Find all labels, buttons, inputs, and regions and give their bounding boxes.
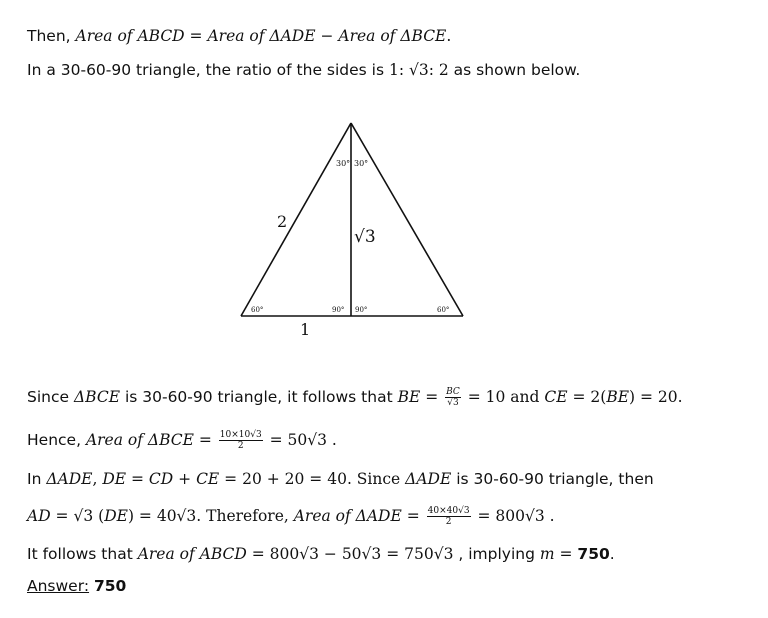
math: = bbox=[401, 507, 425, 525]
numerator: 40×40√3 bbox=[427, 506, 470, 516]
denominator: 2 bbox=[445, 517, 452, 527]
text: . bbox=[609, 545, 615, 563]
right-side bbox=[351, 123, 463, 316]
conclusion-line bbox=[27, 545, 615, 563]
math: = 20 + 20 = 40. Since bbox=[219, 470, 406, 488]
text: is 30-60-90 triangle, it follows that bbox=[120, 388, 398, 406]
math: m bbox=[539, 545, 555, 563]
math: DE bbox=[104, 507, 128, 525]
ade-area-line bbox=[27, 506, 555, 527]
answer-line bbox=[27, 577, 126, 595]
ratio-math: 1: √3: 2 bbox=[388, 61, 449, 79]
math: Area of ΔBCE bbox=[338, 27, 447, 45]
math: ) = 40√3. Therefore, bbox=[127, 507, 294, 525]
text: In bbox=[27, 470, 47, 488]
math: , bbox=[92, 470, 103, 488]
angle-label: 60° bbox=[437, 306, 450, 314]
left-side bbox=[241, 123, 351, 316]
text: It follows that bbox=[27, 545, 138, 563]
angle-label: 90° bbox=[332, 306, 345, 314]
text: is 30-60-90 triangle, then bbox=[451, 470, 654, 488]
angle-label: 90° bbox=[355, 306, 368, 314]
angle-label: 30° bbox=[354, 159, 369, 168]
denominator: √3 bbox=[447, 398, 459, 408]
math: = bbox=[184, 27, 208, 45]
math: + bbox=[173, 470, 197, 488]
math: CE bbox=[544, 388, 568, 406]
bce-area-line bbox=[27, 430, 337, 451]
math: AD bbox=[27, 507, 51, 525]
fraction bbox=[445, 387, 461, 408]
math: CE bbox=[196, 470, 220, 488]
math: DE bbox=[102, 470, 127, 488]
text: In a 30-60-90 triangle, the ratio of the sides is bbox=[27, 61, 389, 79]
math: = bbox=[420, 388, 444, 406]
math: − bbox=[315, 27, 339, 45]
math: = bbox=[554, 545, 578, 563]
math: Area of ABCD bbox=[75, 27, 185, 45]
math: ΔBCE bbox=[73, 388, 121, 406]
math: = 800√3 − 50√3 = 750√3 bbox=[246, 545, 459, 563]
math: Area of ΔADE bbox=[207, 27, 316, 45]
math: ΔADE bbox=[46, 470, 93, 488]
math: ) = 20. bbox=[629, 388, 683, 406]
angle-label: 60° bbox=[251, 306, 264, 314]
math: BE bbox=[606, 388, 630, 406]
math: Area of ABCD bbox=[137, 545, 247, 563]
math: = √3 ( bbox=[50, 507, 105, 525]
numerator: BC bbox=[446, 387, 460, 397]
answer-value: 750 bbox=[93, 577, 127, 595]
text: Since bbox=[27, 388, 74, 406]
math: = 50√3 . bbox=[264, 431, 337, 449]
result-value: 750 bbox=[577, 545, 610, 563]
bce-line bbox=[27, 387, 683, 408]
text: as shown below. bbox=[448, 61, 581, 79]
denominator: 2 bbox=[237, 441, 244, 451]
math: = bbox=[126, 470, 149, 488]
math: = bbox=[193, 431, 217, 449]
text: Then, bbox=[27, 27, 76, 45]
fraction bbox=[219, 430, 263, 451]
math: Area of ΔADE bbox=[293, 507, 402, 525]
math: Area of ΔBCE bbox=[85, 431, 194, 449]
math: CD bbox=[148, 470, 174, 488]
math: ΔADE bbox=[405, 470, 452, 488]
fraction bbox=[427, 506, 471, 527]
text: Hence, bbox=[27, 431, 86, 449]
height-label: √3 bbox=[354, 227, 376, 247]
ade-line bbox=[27, 470, 654, 488]
base-label: 1 bbox=[300, 320, 311, 339]
side-label: 2 bbox=[277, 212, 288, 231]
math: = 2( bbox=[567, 388, 607, 406]
math: = 10 and bbox=[462, 388, 545, 406]
text: , implying bbox=[458, 545, 540, 563]
angle-label: 30° bbox=[336, 159, 351, 168]
numerator: 10×10√3 bbox=[219, 430, 262, 440]
math: BE bbox=[397, 388, 421, 406]
answer-label: Answer: bbox=[27, 577, 90, 595]
math: = 800√3 . bbox=[472, 507, 555, 525]
math: . bbox=[446, 27, 452, 45]
